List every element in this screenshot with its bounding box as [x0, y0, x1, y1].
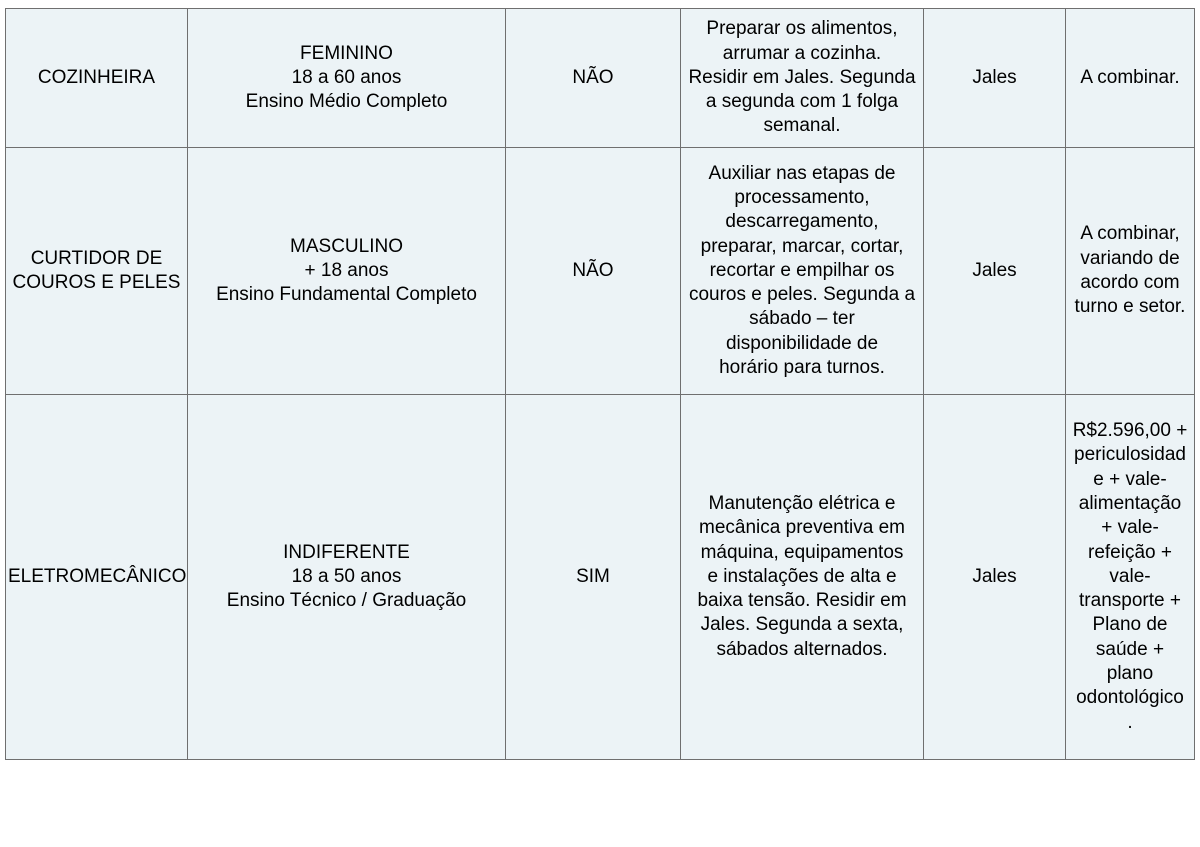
table-row: [6, 395, 1195, 760]
profile-cell: FEMININO 18 a 60 anos Ensino Médio Completo: [188, 9, 506, 148]
description-cell: Auxiliar nas etapas de processamento, descarregamento, preparar, marcar, cortar, recortar e empilhar os couros e peles. Segunda a sábado – ter disponibilidade de horário para turnos.: [681, 148, 924, 395]
description-cell: Manutenção elétrica e mecânica preventiva em máquina, equipamentos e instalações de alta e baixa tensão. Residir em Jales. Segunda a sexta, sábados alternados.: [681, 395, 924, 760]
job-title-cell: CURTIDOR DE COUROS E PELES: [6, 148, 188, 395]
pcd-cell: SIM: [506, 395, 681, 760]
description-cell: Preparar os alimentos, arrumar a cozinha. Residir em Jales. Segunda a segunda com 1 folga semanal.: [681, 9, 924, 148]
city-cell: Jales: [924, 9, 1066, 148]
job-listings-table: [5, 8, 1195, 760]
table-row: [6, 148, 1195, 395]
pcd-cell: NÃO: [506, 9, 681, 148]
profile-cell: INDIFERENTE 18 a 50 anos Ensino Técnico / Graduação: [188, 395, 506, 760]
salary-cell: A combinar.: [1066, 9, 1195, 148]
city-cell: Jales: [924, 395, 1066, 760]
city-cell: Jales: [924, 148, 1066, 395]
table-row: [6, 9, 1195, 148]
salary-cell: R$2.596,00 + periculosidad e + vale- alimentação + vale- refeição + vale- transporte + Plano de saúde + plano odontológico .: [1066, 395, 1195, 760]
pcd-cell: NÃO: [506, 148, 681, 395]
salary-cell: A combinar, variando de acordo com turno e setor.: [1066, 148, 1195, 395]
job-title-cell: COZINHEIRA: [6, 9, 188, 148]
profile-cell: MASCULINO + 18 anos Ensino Fundamental Completo: [188, 148, 506, 395]
job-title-cell: ELETROMECÂNICO: [6, 395, 188, 760]
